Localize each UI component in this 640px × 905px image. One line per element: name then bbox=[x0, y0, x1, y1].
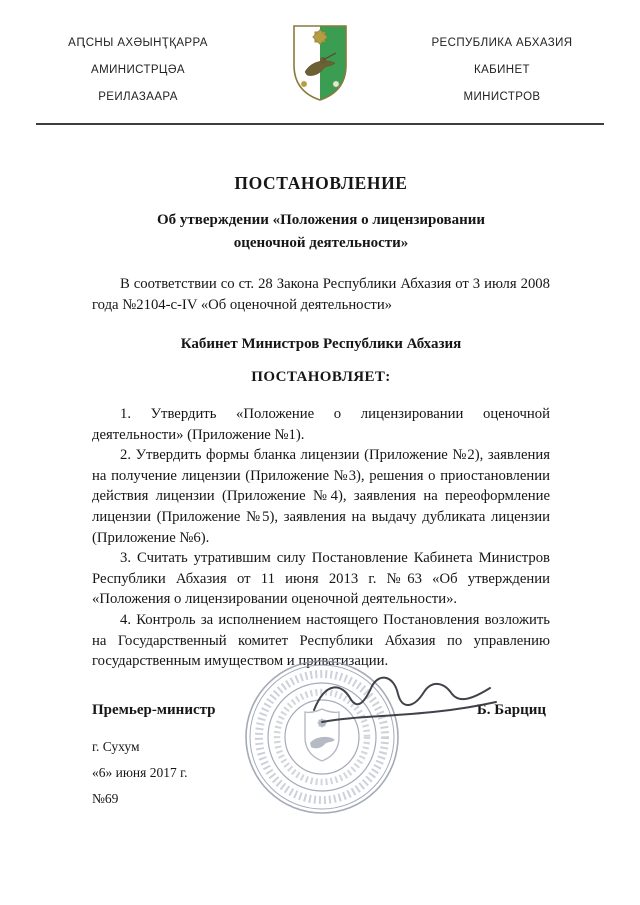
decree-item-3: 3. Считать утратившим силу Постановление Кабинета Министров Республики Абхазия от 11 июня 2013 г. №63 «Об утверждении «Положения о лицензировании оценочной деятельности». bbox=[92, 550, 550, 608]
footer-lines bbox=[92, 739, 550, 807]
letterhead-left-line: РЕИЛАЗААРА bbox=[98, 91, 178, 103]
decree-item-4: 4. Контроль за исполнением настоящего Постановления возложить на Государственный комитет Республики Абхазия по управлению государственным имуществом и приватизации. bbox=[92, 611, 550, 670]
signatory-role: Премьер-министр bbox=[92, 701, 216, 718]
document-body bbox=[0, 173, 640, 807]
letterhead-left-line: АМИНИСТРЦӘА bbox=[91, 64, 185, 76]
decree-item-1: 1. Утвердить «Положение о лицензировании оценочной деятельности» (Приложение №1). bbox=[92, 406, 550, 443]
document-subtitle: Об утверждении «Положения о лицензировании оценочной деятельности» bbox=[156, 212, 486, 251]
footer-number: №69 bbox=[92, 790, 119, 806]
letterhead-left-abkhaz bbox=[38, 22, 238, 111]
resolves-line: ПОСТАНОВЛЯЕТ: bbox=[251, 369, 391, 386]
decree-items bbox=[92, 404, 550, 672]
decree-item-2: 2. Утвердить формы бланка лицензии (Приложение №2), заявления на получение лицензии (Приложение №3), решения о приостановлении действия лицензии (Приложение №4), заявления на переоформление лицензии (Приложение №5), заявления на выдачу дубликата лицензии (Приложение №6). bbox=[92, 447, 550, 546]
signature-row bbox=[92, 702, 550, 719]
document-title: ПОСТАНОВЛЕНИЕ bbox=[234, 173, 408, 193]
letterhead bbox=[0, 0, 640, 111]
signature-block bbox=[92, 702, 550, 807]
signatory-name: Б. Барциц bbox=[476, 701, 546, 718]
letterhead-right-line: КАБИНЕТ bbox=[474, 64, 530, 76]
letterhead-right-line: МИНИСТРОВ bbox=[463, 91, 541, 103]
abkhazia-coat-of-arms-icon bbox=[290, 20, 350, 104]
letterhead-right-russian bbox=[402, 22, 602, 111]
footer-date: «6» июня 2017 г. bbox=[92, 764, 188, 780]
footer-city: г. Сухум bbox=[92, 738, 140, 754]
letterhead-right-line: РЕСПУБЛИКА АБХАЗИЯ bbox=[431, 37, 573, 49]
preamble-paragraph: В соответствии со ст. 28 Закона Республики Абхазия от 3 июля 2008 года №2104-с-IV «Об оценочной деятельности» bbox=[92, 276, 550, 313]
authority-line: Кабинет Министров Республики Абхазия bbox=[180, 336, 462, 353]
letterhead-divider bbox=[36, 123, 604, 125]
letterhead-left-line: АԤСНЫ АХӘЫНҬҚАРРА bbox=[68, 37, 208, 49]
